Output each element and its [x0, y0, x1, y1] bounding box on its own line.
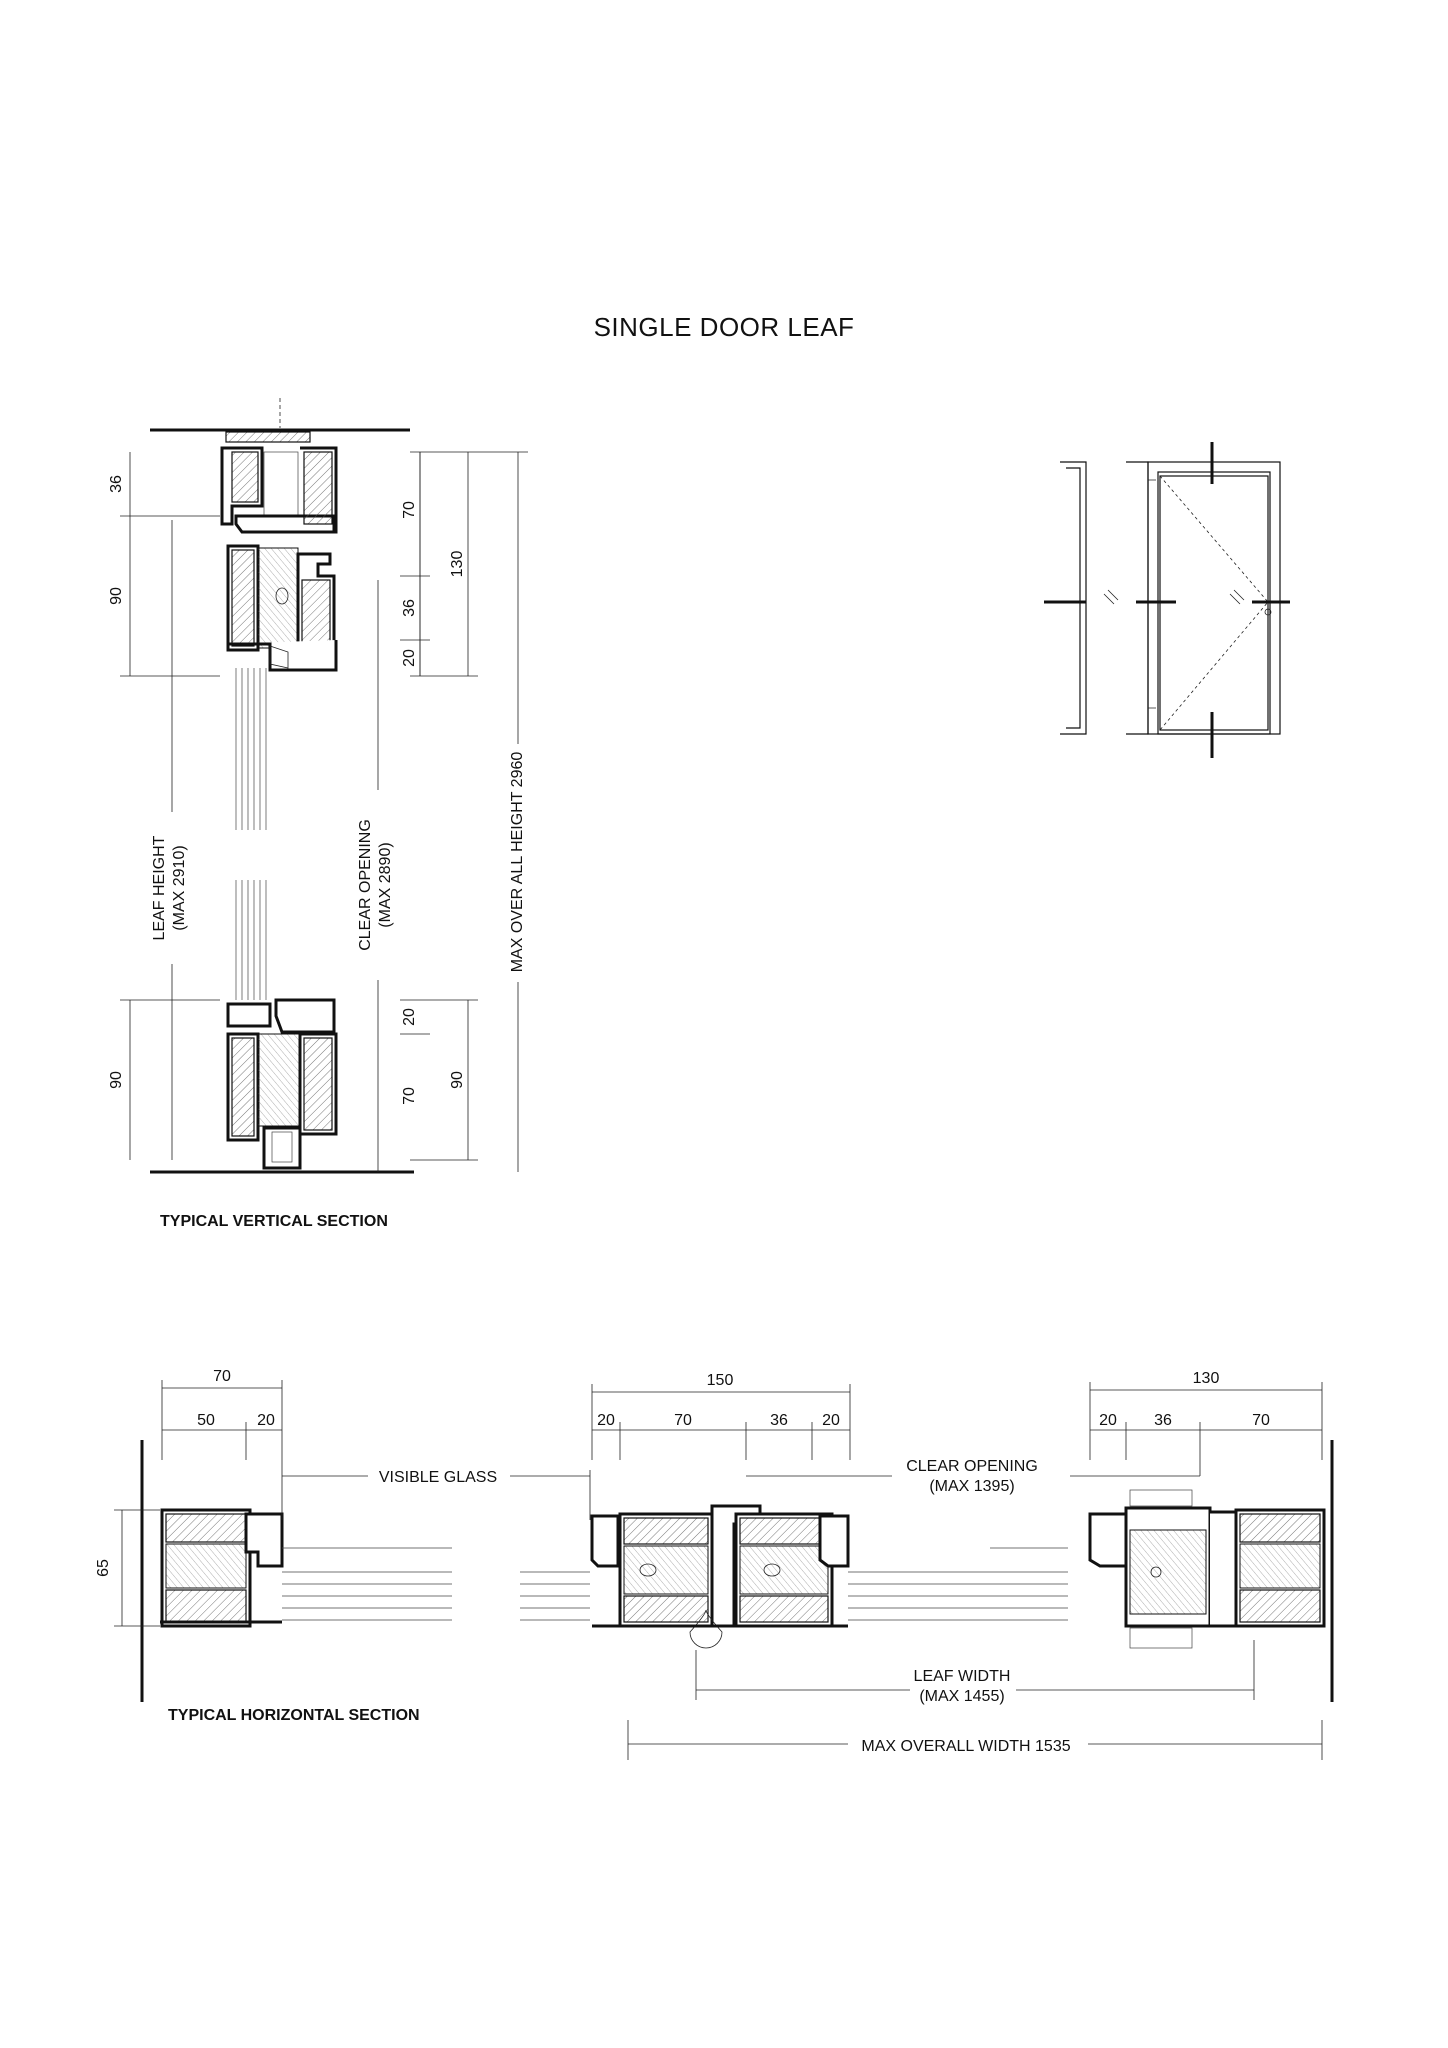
clear-opening-max: (MAX 2890) — [377, 842, 394, 928]
h-dim-mid-70: 70 — [674, 1412, 692, 1429]
horizontal-section — [95, 1368, 1332, 1760]
page-title: SINGLE DOOR LEAF — [593, 312, 855, 342]
max-overall-height: MAX OVER ALL HEIGHT 2960 — [509, 751, 526, 973]
dim-top-90: 90 — [108, 587, 125, 605]
h-dim-left-20: 20 — [257, 1412, 275, 1429]
h-dim-left-70: 70 — [213, 1368, 231, 1385]
h-dim-mid-20b: 20 — [822, 1412, 840, 1429]
door-elevation — [1044, 442, 1290, 758]
dim-mid-70-top: 70 — [401, 501, 418, 519]
horizontal-section-caption: TYPICAL HORIZONTAL SECTION — [168, 1707, 420, 1724]
h-clear-opening-max: (MAX 1395) — [929, 1478, 1015, 1495]
leaf-height-label: LEAF HEIGHT — [151, 835, 168, 941]
visible-glass-label: VISIBLE GLASS — [378, 1469, 498, 1486]
leaf-width-max: (MAX 1455) — [919, 1688, 1005, 1705]
h-dim-right-130: 130 — [1192, 1370, 1220, 1387]
h-dim-right-36: 36 — [1154, 1412, 1172, 1429]
dim-mid-36: 36 — [401, 599, 418, 617]
dim-right-130: 130 — [449, 550, 466, 578]
h-dim-right-20: 20 — [1099, 1412, 1117, 1429]
h-clear-opening-label: CLEAR OPENING — [906, 1458, 1038, 1475]
dim-top-36: 36 — [108, 475, 125, 493]
dim-mid-20-bottom: 20 — [401, 1008, 418, 1026]
vertical-section-caption: TYPICAL VERTICAL SECTION — [160, 1213, 388, 1230]
glazing-lines — [236, 668, 266, 1000]
leaf-width-label: LEAF WIDTH — [913, 1668, 1011, 1685]
h-dim-mid-20a: 20 — [597, 1412, 615, 1429]
dim-mid-70-bottom: 70 — [401, 1087, 418, 1105]
h-dim-mid-150: 150 — [706, 1372, 734, 1389]
h-dim-mid-36: 36 — [770, 1412, 788, 1429]
glazing-right — [848, 1548, 1068, 1620]
max-overall-width: MAX OVERALL WIDTH 1535 — [861, 1738, 1071, 1755]
h-dim-depth-65: 65 — [95, 1559, 112, 1577]
vertical-section — [108, 398, 528, 1230]
leaf-height-max: (MAX 2910) — [171, 845, 188, 931]
dim-right-90: 90 — [449, 1071, 466, 1089]
dim-bottom-90: 90 — [108, 1071, 125, 1089]
clear-opening-label: CLEAR OPENING — [357, 819, 374, 951]
glazing-left — [282, 1548, 590, 1620]
dim-mid-20-top: 20 — [401, 649, 418, 667]
h-dim-left-50: 50 — [197, 1412, 215, 1429]
h-dim-right-70: 70 — [1252, 1412, 1270, 1429]
